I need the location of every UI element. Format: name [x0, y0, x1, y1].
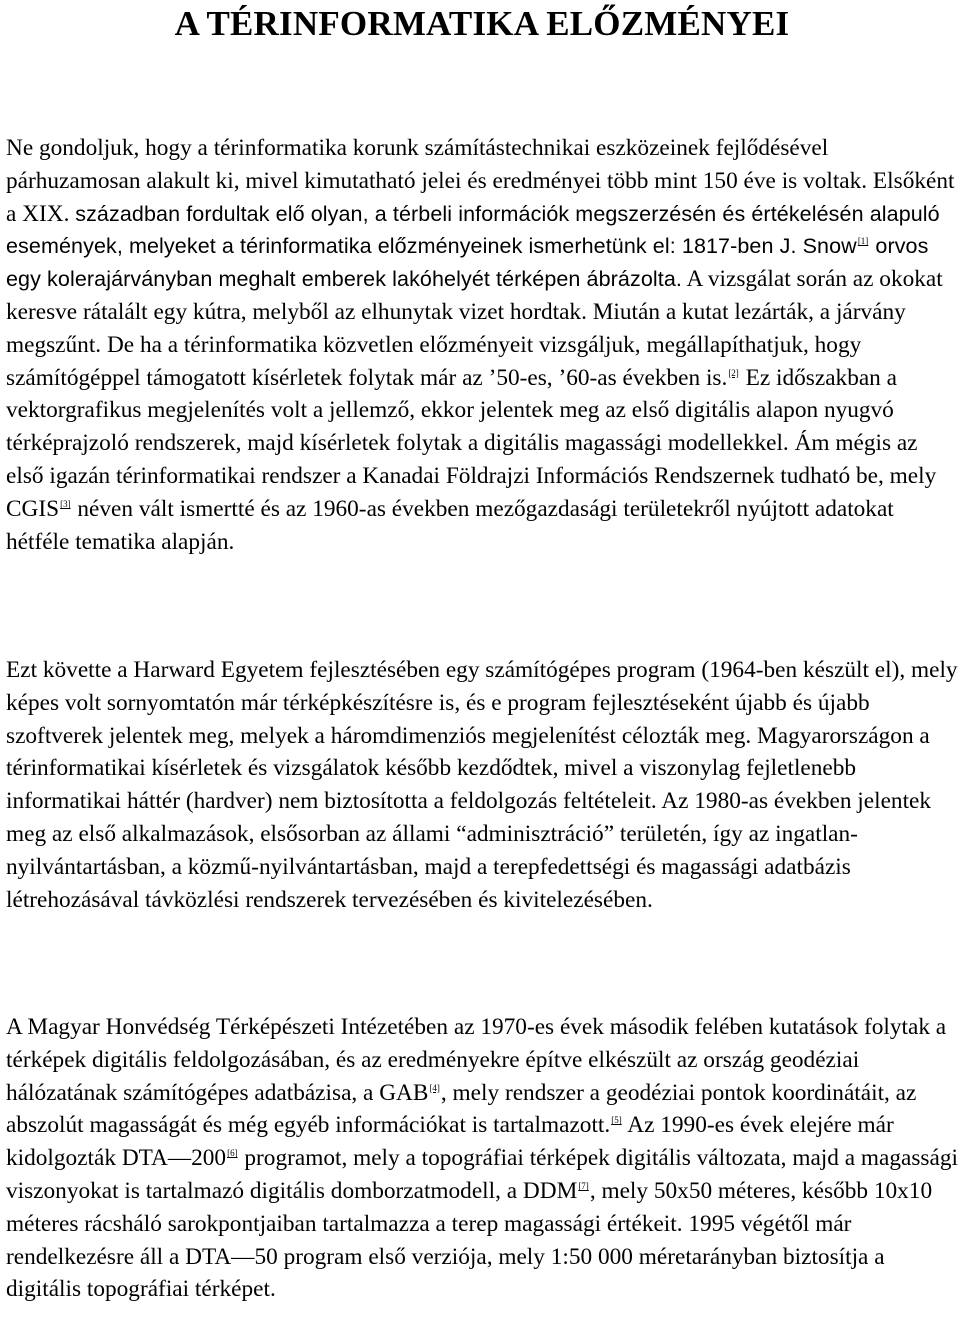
- footnote-link-3[interactable]: [3]: [60, 498, 71, 509]
- p3-text-5: , mely 50x50 méteres, később 10x10 méteres rácsháló sarokpontjaiban tartalmazza a terep magassági értékeit. 1995 végétől már rendelkezésre áll a DTA—50 program első verziója, mely 1:50 000 méretarányban biztosítja a digitális topográfiai térképet.: [6, 1177, 933, 1303]
- p1-text-8: néven vált ismertté és az 1960-as években mezőgazdasági területekről nyújtott adatokat hétféle tematika alapján.: [6, 495, 894, 555]
- p3-text-2: , mely rendszer a geodéziai pontok koordinátáit, az abszolút magasságát és még egyéb információkat is tartalmazott.: [6, 1079, 917, 1139]
- p1-text-1: Ne gondoljuk, hogy a térinformatika korunk számítástechnikai eszközeinek fejlődésével párhuzamosan alakult ki, mivel kimutatható jelei és eredményei több mint 150 éve is voltak. Elsőként a XIX.: [6, 135, 955, 227]
- footnote-link-5[interactable]: [5]: [611, 1115, 622, 1126]
- footnote-link-7[interactable]: [7]: [578, 1180, 589, 1191]
- page-title: A TÉRINFORMATIKA ELŐZMÉNYEI: [174, 4, 790, 43]
- paragraph-2: Ezt követte a Harward Egyetem fejlesztésében egy számítógépes program (1964-ben készült el), mely képes volt sornyomtatón már térképkészítésre is, és e program fejlesztéseként újabb és újabb szoftverek jelentek meg, melyek a háromdimenziós megjelenítést célozták meg. Magyarországon a térinformatikai kísérletek és vizsgálatok később kezdődtek, mivel a viszonylag fejletlenebb informatikai háttér (hardver) nem biztosította a feldolgozás feltételeit. Az 1980-as években jelentek meg az első alkalmazások, elsősorban az állami “adminisztráció” területén, így az ingatlan-nyilvántartásban, a közmű-nyilvántartásban, majd a terepfedettségi és magassági adatbázis létrehozásával távközlési rendszerek tervezésében és kivitelezésében.: [6, 657, 958, 913]
- p1-text-6: Ez időszakban a vektorgrafikus megjelenítés volt a jellemző, ekkor jelentek meg az első digitális alapon nyugvó térképrajzoló rendszerek, majd kísérletek folytak a digitális magassági modellekkel.: [6, 364, 897, 457]
- footnote-link-2[interactable]: [2]: [728, 367, 739, 378]
- p3-text-1: A Magyar Honvédség Térképészeti Intézetében az 1970-es évek második felében kutatások folytak a térképek digitális feldolgozásában, és az eredményekre építve elkészült az ország geodéziai hálózatának számítógépes adatbázisa, a GAB: [6, 1014, 947, 1106]
- document-page: [6, 0, 958, 1303]
- p1-text-3: orvos egy kolerajárványban meghalt emberek lakóhelyét térképen ábrázolta.: [6, 234, 929, 292]
- p1-text-5: De ha a térinformatika közvetlen előzményeit vizsgáljuk, megállapíthatjuk, hogy számítógéppel támogatott kísérletek folytak már az ’50-es, ’60-as években is.: [6, 331, 862, 391]
- p3-text-3: Az 1990-es évek elejére már kidolgozták DTA—200: [6, 1112, 894, 1172]
- p1-text-2: században fordultak elő olyan, a térbeli információk megszerzésén és értékelésén alapuló események, melyeket a térinformatika előzményeinek ismerhetünk el: 1817-ben J. Snow: [6, 201, 940, 259]
- p3-text-4: programot, mely a topográfiai térképek digitális változata, majd a magassági viszonyokat is tartalmazó digitális domborzatmodell, a DDM: [6, 1145, 958, 1204]
- footnote-link-6[interactable]: [6]: [227, 1148, 238, 1159]
- p1-text-4: A vizsgálat során az okokat keresve rátalált egy kútra, melyből az elhunytak vizet hordtak. Miután a kutat lezárták, a járvány megszűnt.: [6, 266, 943, 358]
- p1-text-7: Ám mégis az első igazán térinformatikai rendszer a Kanadai Földrajzi Információs Rendszernek tudható be, mely CGIS: [6, 430, 937, 522]
- footnote-link-1[interactable]: [1]: [857, 236, 869, 247]
- paragraph-1: [6, 132, 958, 558]
- footnote-link-4[interactable]: [4]: [429, 1082, 440, 1093]
- paragraph-3: [6, 1011, 958, 1306]
